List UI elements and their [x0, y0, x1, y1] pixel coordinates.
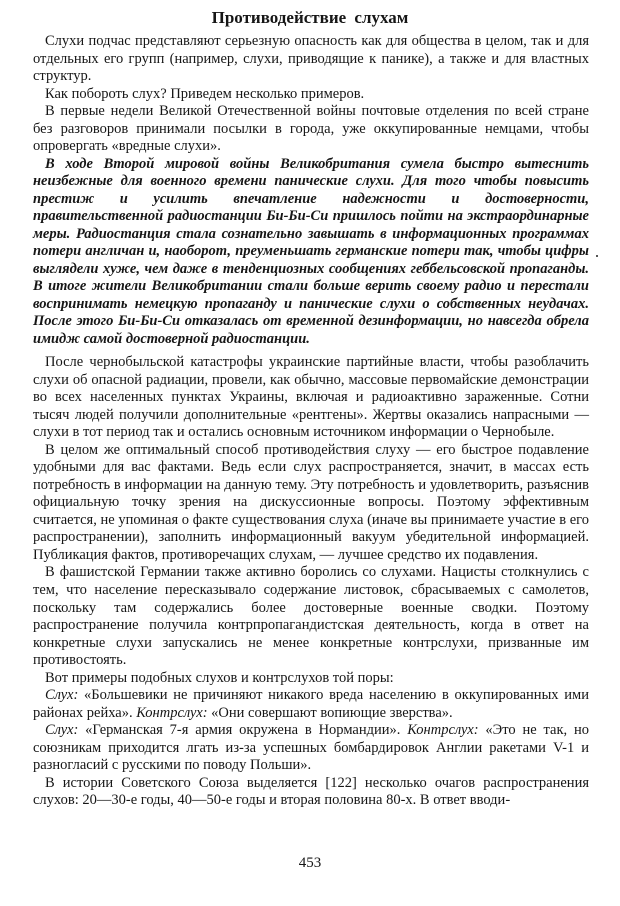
paragraph-intro: Слухи подчас представляют серьезную опасность как для общества в целом, так и для отдельных его групп (например, слухи, приводящие к панике), а также и для властных структур.: [33, 33, 589, 85]
paragraph-soviet-history: В истории Советского Союза выделяется [122] несколько очагов распространения слухов: 20—30-е годы, 40—50-е годы и вторая половина 80-х. В ответ вводи-: [33, 774, 589, 809]
paragraph-chernobyl: После чернобыльской катастрофы украинские партийные власти, чтобы разоблачить слухи об опасной радиации, провели, как обычно, массовые первомайские демонстрации во всех населенных пунктах Украины, включая и радиоактивно зараженные. Сотни тысяч людей получили дополнительные «рентгены». Жертвы оказались напрасными — слухи в тот период так и остались основным источником информации о Чернобыле.: [33, 354, 589, 441]
example-text: «Большевики не причиняют никакого вреда населению в оккупированных ими районах рейха».: [33, 687, 589, 721]
paragraph-bbc: В ходе Второй мировой войны Великобритания сумела быстро вытеснить неизбежные для военного времени панические слухи. Для того чтобы повысить престиж и усилить впечатление надежности и достоверности, правительственной радиостанции Би-Би-Си пришлось пойти на экстраординарные меры. Радиостанция стала сознательно завышать в информационных программах потери англичан и, наоборот, преуменьшать германские потери так, чтобы цифры выглядели хуже, чем даже в тенденциозных сообщениях геббельсовской пропаганды. В итоге жители Великобритании стали больше верить своему радио и перестали воспринимать немецкую пропаганду и панические слухи о собственных неудачах. После этого Би-Би-Си отказалась от временной дезинформации, но навсегда обрела имидж самой достоверной радиостанции.: [33, 155, 589, 347]
example-label: Слух:: [45, 687, 79, 704]
example-item: [33, 722, 589, 775]
paragraph-post-offices: В первые недели Великой Отечественной войны почтовые отделения по всей стране без разговоров принимали посылки в города, уже оккупированные немцами, чтобы опровергать «вредные слухи».: [33, 103, 589, 155]
body-text: [33, 33, 589, 810]
example-text: «Германская 7-я армия окружена в Нормандии».: [78, 722, 408, 739]
paragraph-optimal-method: В целом же оптимальный способ противодействия слуху — его быстрое подавление удобными для вас фактами. Ведь если слух распространяется, значит, в массах есть потребность в информации на данную тему. Эту потребность и удовлетворить, разъяснив официальную точку зрения на дискуссионные вопросы. Поэтому эффективным считается, не упоминая о факте существования слуха (иначе вы принимаете участие в его распространении), заполнить информационный вакуум убедительной информацией. Публикация фактов, противоречащих слухам, — лучшее средство их подавления.: [33, 441, 589, 563]
example-text: «Это не так, но союзникам приходится лгать из-за успешных бомбардировок Англии ракетами V-1 и разногласий с русскими по поводу Польши».: [33, 722, 590, 774]
example-text: «Они совершают вопиющие зверства».: [207, 704, 453, 721]
section-title: Противодействие слухам: [211, 8, 409, 27]
example-item: [33, 687, 589, 722]
page-number: 453: [298, 855, 322, 871]
example-label: Контрслух:: [136, 704, 208, 721]
scan-speck: [596, 255, 598, 257]
paragraph-question: Как побороть слух? Приведем несколько примеров.: [45, 85, 365, 102]
example-label: Контрслух:: [407, 722, 479, 739]
example-label: Слух:: [45, 722, 79, 739]
paragraph-germany: В фашистской Германии также активно боролись со слухами. Нацисты столкнулись с тем, что население пересказывало содержание листовок, сбрасываемых с самолетов, поскольку там содержались более достоверные военные сводки. Поэтому распространение получила контрпропагандистская деятельность, когда в ответ на конкретные слухи запускались не менее конкретные контрслухи, призванные им противостоять.: [33, 564, 589, 669]
paragraph-examples-intro: Вот примеры подобных слухов и контрслухов той поры:: [45, 669, 394, 686]
